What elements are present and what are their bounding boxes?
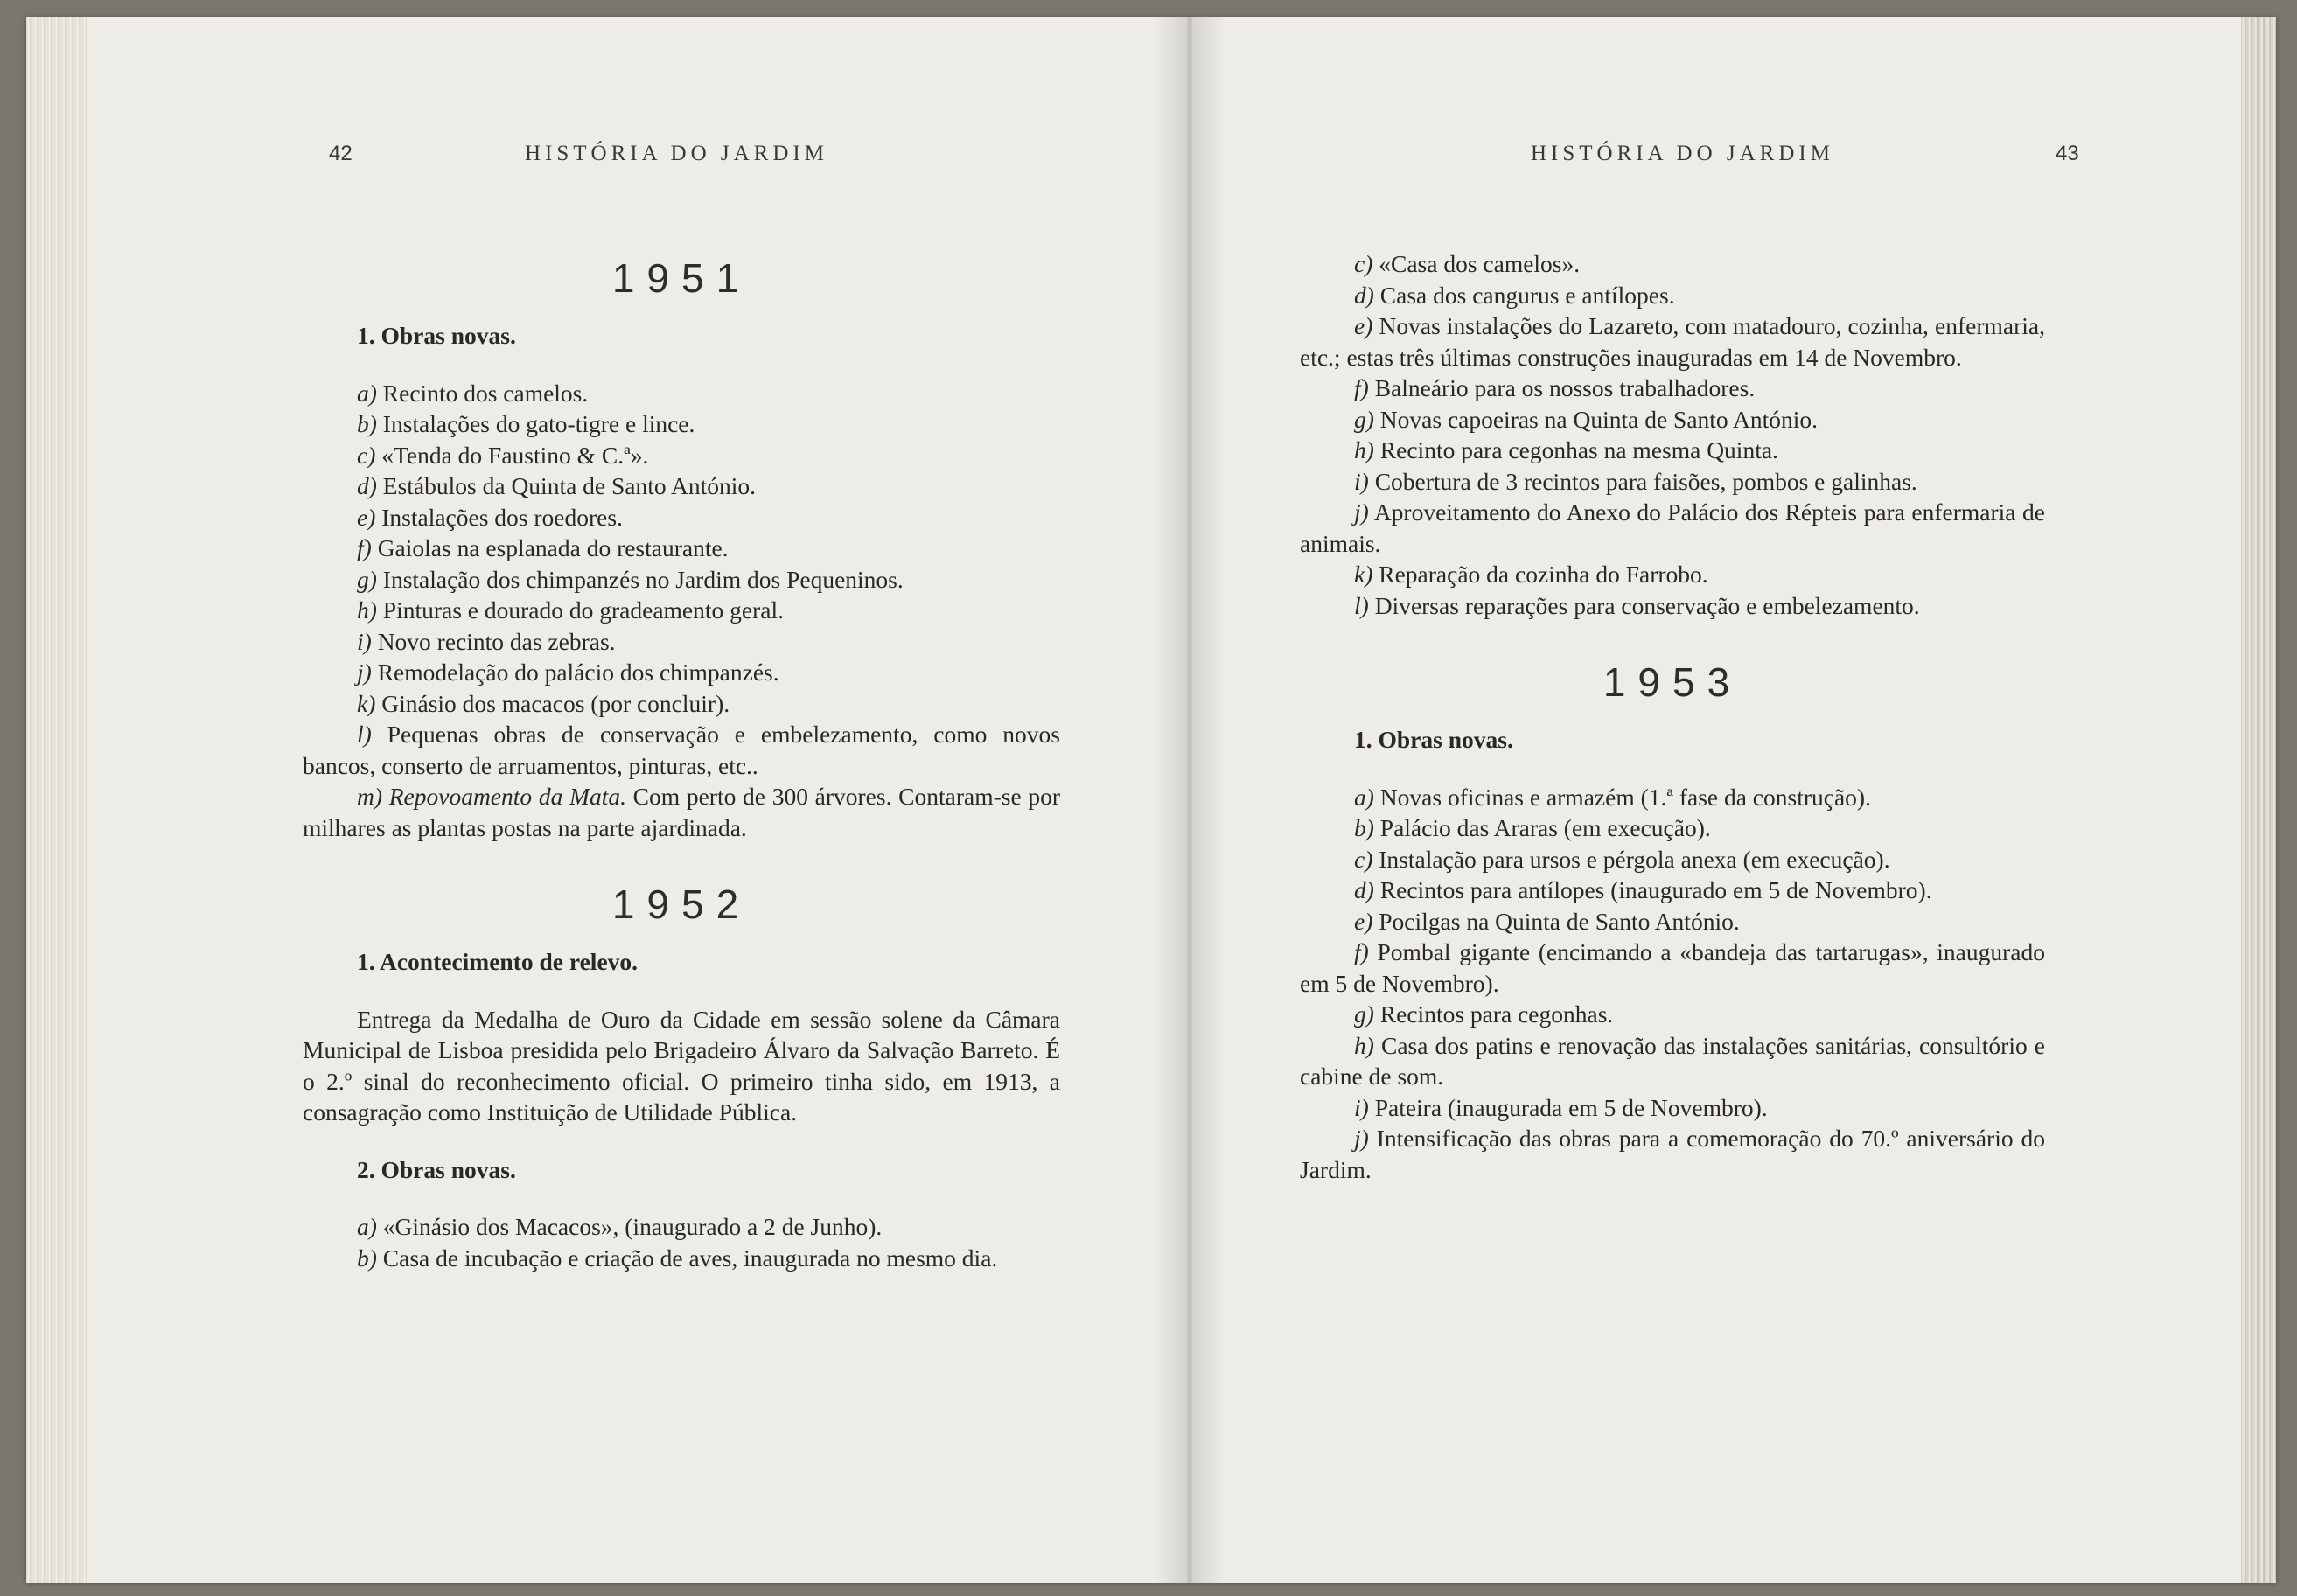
list-item	[1300, 844, 2045, 875]
item-label: f)	[357, 534, 372, 561]
list-item	[303, 688, 1060, 720]
item-label: d)	[357, 472, 377, 499]
list-item	[1300, 906, 2045, 937]
list-item	[303, 533, 1060, 564]
list-item	[303, 378, 1060, 409]
item-text: Com perto de 300 árvores. Contaram-se por milhares as plantas postas na parte ajardinada.	[303, 783, 1060, 841]
item-text: Novas instalações do Lazareto, com matadouro, cozinha, enfermaria, etc.; estas três últimas construções inauguradas em 14 de Novembro.	[1300, 312, 2045, 371]
item-label: l)	[357, 721, 372, 748]
book-spread	[26, 17, 2276, 1583]
section-heading: 2. Obras novas.	[357, 1155, 516, 1183]
item-text: Reparação da cozinha do Farrobo.	[1372, 561, 1708, 588]
year-heading-1953: 1953	[1602, 659, 1742, 705]
left-page-body	[303, 252, 1060, 1273]
item-label: c)	[1354, 250, 1373, 277]
item-text: Recintos para antílopes (inaugurado em 5 de Novembro).	[1373, 876, 1932, 903]
year-heading-1952: 1952	[611, 882, 751, 927]
list-item	[1300, 1123, 2045, 1185]
item-label: d)	[1354, 876, 1374, 903]
item-text: Novas oficinas e armazém (1.ª fase da construção).	[1373, 783, 1871, 811]
item-text: Gaiolas na esplanada do restaurante.	[371, 534, 729, 561]
item-label: h)	[357, 596, 377, 624]
item-text: Casa dos patins e renovação das instalações sanitárias, consultório e cabine de som.	[1300, 1031, 2045, 1090]
item-label: e)	[1354, 907, 1373, 935]
list-item	[1300, 310, 2045, 373]
list-item	[1300, 1030, 2045, 1092]
list-1952-obras-cont	[1300, 248, 2045, 621]
list-item	[303, 502, 1060, 533]
item-label: h)	[1354, 1031, 1374, 1059]
item-label: b)	[357, 410, 377, 437]
item-text: Casa de incubação e criação de aves, inaugurada no mesmo dia.	[376, 1244, 998, 1272]
paragraph: Entrega da Medalha de Ouro da Cidade em sessão solene da Câmara Municipal de Lisboa presidida pelo Brigadeiro Álvaro da Salvação Barreto. É o 2.º sinal do reconhecimento oficial. O primeiro tinha sido, em 1913, a consagração como Instituição de Utilidade Pública.	[303, 1005, 1060, 1126]
list-item	[303, 1211, 1060, 1243]
item-text: Diversas reparações para conservação e embelezamento.	[1368, 591, 1920, 619]
page-edges-right	[2241, 17, 2276, 1583]
item-label: g)	[1354, 1000, 1374, 1028]
item-label: j)	[1354, 498, 1369, 526]
list-item	[1300, 404, 2045, 436]
item-text: Pinturas e dourado do gradeamento geral.	[376, 596, 784, 624]
item-text: Cobertura de 3 recintos para faisões, pombos e galinhas.	[1368, 467, 1917, 495]
item-text: Balneário para os nossos trabalhadores.	[1368, 374, 1756, 401]
item-text: Pocilgas na Quinta de Santo António.	[1372, 907, 1740, 935]
item-label: d)	[1354, 281, 1374, 309]
list-item	[1300, 782, 2045, 813]
item-text: Instalações dos roedores.	[375, 503, 623, 531]
list-item	[1300, 435, 2045, 466]
item-label: a)	[357, 1213, 377, 1240]
item-label: a)	[357, 379, 377, 407]
list-item	[1300, 875, 2045, 906]
item-label: g)	[1354, 405, 1374, 433]
list-item	[1300, 1092, 2045, 1124]
year-heading-1951: 1951	[611, 255, 751, 301]
item-text: Instalação para ursos e pérgola anexa (em execução).	[1372, 845, 1890, 873]
item-label: b)	[357, 1244, 377, 1272]
item-text: «Ginásio dos Macacos», (inaugurado a 2 de Junho).	[376, 1213, 883, 1240]
item-text: Pequenas obras de conservação e embelezamento, como novos bancos, conserto de arruamentos, pinturas, etc..	[303, 721, 1060, 779]
item-text: Pombal gigante (encimando a «bandeja das tartarugas», inaugurado em 5 de Novembro).	[1300, 938, 2045, 997]
right-page-body	[1300, 248, 2045, 1185]
list-item	[1300, 937, 2045, 999]
list-item	[1300, 497, 2045, 559]
list-item	[1300, 248, 2045, 280]
item-label: c)	[357, 441, 376, 469]
list-1953-obras	[1300, 782, 2045, 1186]
item-text: Casa dos cangurus e antílopes.	[1373, 281, 1675, 309]
item-text: Recintos para cegonhas.	[1373, 1000, 1614, 1028]
item-label: k)	[1354, 561, 1373, 588]
item-label: c)	[1354, 845, 1373, 873]
item-text: Pateira (inaugurada em 5 de Novembro).	[1368, 1093, 1768, 1121]
list-item	[303, 1243, 1060, 1274]
item-text: Aproveitamento do Anexo do Palácio dos Répteis para enfermaria de animais.	[1300, 498, 2045, 557]
item-text: Novas capoeiras na Quinta de Santo António.	[1373, 405, 1819, 433]
running-head: HISTÓRIA DO JARDIM	[525, 142, 828, 165]
item-title: Repovoamento da Mata.	[388, 783, 626, 810]
item-text: Recinto dos camelos.	[376, 379, 589, 407]
list-item	[303, 408, 1060, 440]
list-item	[303, 657, 1060, 688]
list-item	[303, 470, 1060, 502]
item-text: Remodelação do palácio dos chimpanzés.	[371, 659, 779, 686]
section-heading: 1. Obras novas.	[357, 322, 516, 349]
item-text: Palácio das Araras (em execução).	[1373, 814, 1711, 841]
item-label: j)	[1354, 1125, 1369, 1152]
list-item	[303, 626, 1060, 658]
item-label: e)	[1354, 312, 1373, 339]
item-label: l)	[1354, 591, 1369, 619]
list-item	[303, 719, 1060, 781]
list-item	[303, 440, 1060, 471]
item-label: a)	[1354, 783, 1374, 811]
page-edges-left	[26, 17, 87, 1583]
list-item	[1300, 559, 2045, 590]
item-text: Recinto para cegonhas na mesma Quinta.	[1373, 436, 1778, 463]
section-heading: 1. Obras novas.	[1354, 726, 1513, 753]
item-text: Novo recinto das zebras.	[371, 627, 616, 655]
item-label: i)	[1354, 467, 1369, 495]
item-label: g)	[357, 565, 377, 593]
list-1951-obras	[303, 378, 1060, 782]
item-label: e)	[357, 503, 376, 531]
list-item	[1300, 373, 2045, 404]
list-item	[1300, 466, 2045, 498]
item-label: f)	[1354, 938, 1369, 965]
running-head: HISTÓRIA DO JARDIM	[1531, 142, 1834, 165]
item-label: f)	[1354, 374, 1369, 401]
item-text: Ginásio dos macacos (por concluir).	[375, 689, 730, 717]
list-1952-obras	[303, 1211, 1060, 1273]
item-label: k)	[357, 689, 376, 717]
item-text: «Casa dos camelos».	[1372, 250, 1581, 277]
page-number: 42	[329, 142, 353, 165]
list-item	[303, 781, 1060, 843]
left-page	[87, 17, 1172, 1583]
item-label: m)	[357, 783, 383, 810]
item-text: Intensificação das obras para a comemoração do 70.º aniversário do Jardim.	[1300, 1125, 2045, 1183]
list-item	[1300, 280, 2045, 311]
item-text: «Tenda do Faustino & C.ª».	[375, 441, 649, 469]
section-heading: 1. Acontecimento de relevo.	[357, 948, 639, 975]
item-label: h)	[1354, 436, 1374, 463]
item-text: Estábulos da Quinta de Santo António.	[376, 472, 757, 499]
item-label: i)	[1354, 1093, 1369, 1121]
item-label: i)	[357, 627, 372, 655]
list-item	[1300, 590, 2045, 622]
item-label: b)	[1354, 814, 1374, 841]
item-label: j)	[357, 659, 372, 686]
list-item	[303, 595, 1060, 626]
list-item	[1300, 999, 2045, 1030]
list-item	[303, 564, 1060, 596]
page-number: 43	[2056, 142, 2079, 165]
list-item	[1300, 812, 2045, 844]
right-page	[1216, 17, 2239, 1583]
item-text: Instalações do gato-tigre e lince.	[376, 410, 695, 437]
item-text: Instalação dos chimpanzés no Jardim dos Pequeninos.	[376, 565, 904, 593]
